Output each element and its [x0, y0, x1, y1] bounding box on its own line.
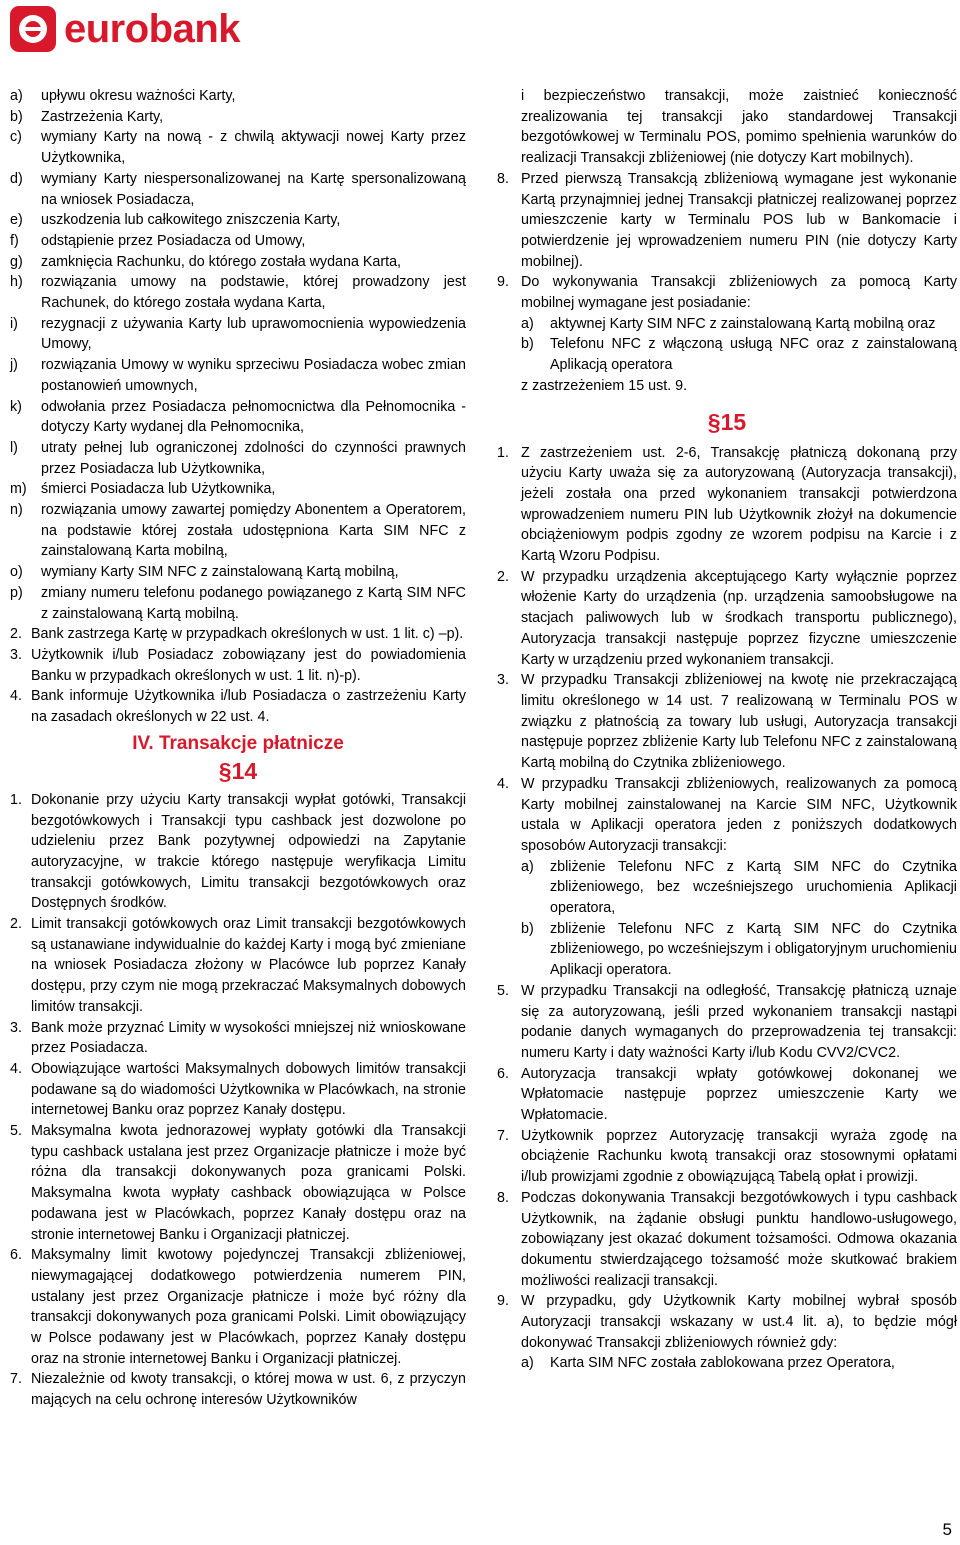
list-marker: 3.	[10, 1019, 22, 1036]
list-marker: 2.	[497, 568, 509, 585]
list-marker: 1.	[497, 444, 509, 461]
list-text: rozwiązania Umowy w wyniku sprzeciwu Posiadacza wobec zmian postanowień umownych,	[41, 357, 466, 394]
right-column	[497, 86, 957, 1374]
item-9-sublist	[497, 314, 957, 376]
item-9-sublist-b	[497, 1353, 957, 1374]
item-9	[497, 272, 957, 313]
list-marker: 9.	[497, 274, 509, 291]
list-item	[497, 981, 957, 1064]
list-text: Z zastrzeżeniem ust. 2-6, Transakcję płatniczą dokonaną przy użyciu Karty uważa się za autoryzowaną (Autoryzacja transakcji), jeżeli została ona przed wykonaniem transakcji potwierdzona wprowadzeniem numeru PIN lub Użytkownik złożył na dokumencie obciążeniowym podpis zgodny ze wzorem podpisu na Karcie i z Kartą Wzoru Podpisu.	[521, 444, 957, 565]
list-marker: 8.	[497, 170, 509, 187]
list-item	[497, 443, 957, 567]
list-marker: a)	[521, 1355, 534, 1372]
list-item	[10, 127, 466, 168]
list-text: rozwiązania umowy zawartej pomiędzy Abonentem a Operatorem, na podstawie której została udostępniona Karta SIM NFC z zainstalowaną Karta mobilną,	[41, 502, 466, 560]
list-marker: k)	[10, 398, 22, 415]
list-text: W przypadku, gdy Użytkownik Karty mobilnej wybrał sposób Autoryzacji transakcji wskazany w ust.4 lit. a), to będzie mógł dokonywać Transakcji zbliżeniowych również gdy:	[521, 1293, 957, 1351]
list-item	[497, 774, 957, 857]
list-text: rozwiązania umowy na podstawie, której prowadzony jest Rachunek, do którego została wydana Karta,	[41, 274, 466, 312]
list-marker: m)	[10, 481, 27, 498]
item-9-tail: z zastrzeżeniem 15 ust. 9.	[521, 377, 688, 394]
list-2-4	[10, 624, 466, 728]
list-marker: 5.	[10, 1123, 22, 1140]
list-item	[10, 500, 466, 562]
item-8	[497, 169, 957, 273]
list-item	[10, 86, 466, 107]
list-text: Bank zastrzega Kartę w przypadkach określonych w ust. 1 lit. c) –p).	[31, 626, 464, 643]
list-marker: i)	[10, 315, 18, 332]
list-marker: 3.	[10, 646, 22, 663]
list-marker: c)	[10, 129, 22, 146]
list-text: Bank informuje Użytkownika i/lub Posiadacza o zastrzeżeniu Karty na zasadach określonych w 22 ust. 4.	[31, 688, 466, 726]
list-text: Użytkownik poprzez Autoryzację transakcji wyraża zgodę na obciążenie Rachunku kwotą transakcji oraz stosownymi opłatami i/lub prowizjami zgodnie z obowiązującą Tabelą opłat i prowizji.	[521, 1127, 957, 1186]
list-marker: 3.	[497, 672, 509, 689]
left-column	[10, 86, 466, 1411]
list-text: Dokonanie przy użyciu Karty transakcji wypłat gotówki, Transakcji bezgotówkowych i Transakcji typu cashback jest dozwolone po udzieleniu przez Bank pozytywnej odpowiedzi na Zapytanie autoryzacyjne, w trakcie którego następuje weryfikacja Limitu transakcji gotówkowych, Limitu transakcji bezgotówkowych oraz Dostępnych środków.	[31, 791, 466, 912]
list-item	[10, 252, 466, 273]
list-item	[497, 567, 957, 671]
list-item	[497, 670, 957, 774]
list-text: Do wykonywania Transakcji zbliżeniowych za pomocą Karty mobilnej wymagane jest posiadanie:	[521, 274, 957, 312]
list-item	[497, 1353, 957, 1374]
list-text: wymiany Karty niespersonalizowanej na Kartę spersonalizowaną na wniosek Posiadacza,	[41, 170, 466, 208]
list-text: Bank może przyznać Limity w wysokości mniejszej niż wnioskowane przez Posiadacza.	[31, 1019, 466, 1057]
list-marker: d)	[10, 170, 23, 187]
list-marker: 7.	[497, 1127, 509, 1144]
section-title: IV. Transakcje płatnicze	[132, 732, 344, 754]
list-text: zamknięcia Rachunku, do którego została wydana Karta,	[41, 253, 402, 270]
page-number: 5	[942, 1520, 952, 1539]
continued-text: i bezpieczeństwo transakcji, może zaistnieć konieczność zrealizowania tej transakcji jako standardowej Transakcji bezgotówkowej w Terminalu POS, pomimo spełnienia warunków do realizacji Transakcji zbliżeniowej (nie dotyczy Kart mobilnych).	[521, 88, 957, 167]
list-item	[10, 790, 466, 914]
list-marker: e)	[10, 212, 23, 229]
list-text: zbliżenie Telefonu NFC z Kartą SIM NFC do Czytnika zbliżeniowego, po wcześniejszym i obligatoryjnym uruchomieniu Aplikacji operatora.	[550, 920, 957, 979]
list-item	[10, 686, 466, 727]
list-text: zbliżenie Telefonu NFC z Kartą SIM NFC do Czytnika zbliżeniowego, bez wcześniejszego uruchomienia Aplikacji operatora,	[550, 858, 957, 917]
list-text: Telefonu NFC z włączoną usługą NFC oraz z zainstalowaną Aplikacją operatora	[550, 336, 957, 374]
list-marker: 6.	[10, 1247, 22, 1264]
list-item	[10, 231, 466, 252]
list-marker: 6.	[497, 1065, 509, 1082]
list-text: odstąpienie przez Posiadacza od Umowy,	[41, 232, 306, 249]
list-text: śmierci Posiadacza lub Użytkownika,	[41, 481, 276, 498]
list-marker: 2.	[10, 626, 22, 643]
list-text: W przypadku Transakcji zbliżeniowych, realizowanych za pomocą Karty mobilnej zainstalowanej na Karcie SIM NFC, Użytkownik ustala w Aplikacji operatora jeden z poniższych dodatkowych sposobów Autoryzacji transakcji:	[521, 775, 957, 854]
list-item	[497, 1291, 957, 1353]
list-item	[10, 1245, 466, 1369]
list-text: upływu okresu ważności Karty,	[41, 88, 236, 104]
list-item	[10, 355, 466, 396]
paragraph-15-list-cont	[497, 981, 957, 1354]
list-item	[10, 914, 466, 1018]
list-text: utraty pełnej lub ograniczonej zdolności do czynności prawnych przez Posiadacza lub Użytkownika,	[41, 439, 466, 477]
list-item	[10, 479, 466, 500]
list-text: aktywnej Karty SIM NFC z zainstalowaną Kartą mobilną oraz	[550, 315, 936, 332]
list-text: Autoryzacja transakcji wpłaty gotówkowej dokonanej we Wpłatomacie następuje poprzez umieszczenie Karty we Wpłatomacie.	[521, 1065, 957, 1124]
item-4-sublist	[497, 857, 957, 981]
list-item	[10, 314, 466, 355]
list-text: wymiany Karty SIM NFC z zainstalowaną Kartą mobilną,	[41, 564, 399, 581]
list-item	[497, 169, 957, 273]
list-item	[10, 169, 466, 210]
list-item	[10, 1121, 466, 1245]
list-text: Podczas dokonywania Transakcji bezgotówkowych i typu cashback Użytkownik, na żądanie obsługi punktu handlowo-usługowego, zobowiązany jest okazać dokument tożsamości. Odmowa okazania dokumentu stwierdzającego tożsamość może skutkować brakiem możliwości realizacji transakcji.	[521, 1189, 957, 1289]
list-marker: b)	[521, 336, 534, 353]
list-item	[10, 397, 466, 438]
list-item	[10, 210, 466, 231]
list-text: uszkodzenia lub całkowitego zniszczenia Karty,	[41, 212, 341, 229]
list-item	[497, 314, 957, 335]
list-item	[10, 645, 466, 686]
list-item	[10, 272, 466, 313]
list-item	[497, 334, 957, 375]
list-item	[497, 1064, 957, 1126]
eurobank-mark-icon	[10, 6, 56, 52]
list-text: Maksymalna kwota jednorazowej wypłaty gotówki dla Transakcji typu cashback ustalana jest przez Organizacje płatnicze i może być różna dla transakcji dokonywanych poza granicami Polski. Maksymalna kwota wypłaty cashback obowiązująca w Polsce podawana jest w Placówkach, poprzez Kanały dostępu oraz na stronie internetowej Banku i Organizacji płatniczej.	[31, 1123, 466, 1243]
list-item	[10, 107, 466, 128]
list-marker: 7.	[10, 1371, 22, 1388]
list-item	[497, 857, 957, 919]
list-text: odwołania przez Posiadacza pełnomocnictwa dla Pełnomocnika - dotyczy Karty wydanej dla Pełnomocnika,	[41, 398, 466, 436]
list-item	[497, 919, 957, 981]
list-text: W przypadku Transakcji na odległość, Transakcję płatniczą uznaje się za autoryzowaną, jeśli przed wykonaniem transakcji nastąpi podanie danych wymaganych do przeprowadzenia tej transakcji: numeru Karty i daty ważności Karty i/lub Kodu CVV2/CVC2.	[521, 982, 957, 1061]
list-marker: l)	[10, 439, 18, 456]
list-marker: n)	[10, 502, 23, 519]
list-marker: 5.	[497, 982, 509, 999]
list-item	[10, 1369, 466, 1410]
paragraph-14-heading: §14	[218, 757, 258, 784]
list-item	[10, 583, 466, 624]
list-marker: 9.	[497, 1293, 509, 1310]
list-item	[497, 1126, 957, 1188]
list-item	[10, 438, 466, 479]
list-marker: 1.	[10, 791, 22, 808]
list-text: rezygnacji z używania Karty lub uprawomocnienia wypowiedzenia Umowy,	[41, 315, 466, 353]
list-text: Przed pierwszą Transakcją zbliżeniową wymagane jest wykonanie Kartą przynajmniej jednej Transakcji płatniczej realizowanej poprzez umieszczenie karty w Terminalu POS lub w Bankomacie i potwierdzenie jej wprowadzeniem numeru PIN (nie dotyczy Karty mobilnej).	[521, 170, 957, 270]
list-text: Maksymalny limit kwotowy pojedynczej Transakcji zbliżeniowej, niewymagającej dodatkowego potwierdzenia numerem PIN, ustalany jest przez Organizacje płatnicze i może być różny dla transakcji dokonywanych poza granicami Polski. Limit obowiązujący w Polsce podawany jest w Placówkach, poprzez Kanały dostępu oraz na stronie internetowej Banku i Organizacji płatniczej.	[31, 1247, 466, 1367]
list-text: Zastrzeżenia Karty,	[41, 108, 164, 125]
list-marker: a)	[521, 858, 534, 875]
brand-name: eurobank	[64, 7, 241, 51]
list-item	[10, 1018, 466, 1059]
list-marker: 4.	[497, 775, 509, 792]
paragraph-15-heading: §15	[707, 408, 747, 435]
list-text: Karta SIM NFC została zablokowana przez Operatora,	[550, 1355, 895, 1372]
list-item	[10, 1059, 466, 1121]
list-marker: p)	[10, 584, 23, 601]
list-item	[10, 562, 466, 583]
list-text: W przypadku urządzenia akceptującego Karty wyłącznie poprzez włożenie Karty do urządzenia (np. urządzenia samoobsługowe na stacjach paliwowych lub w środkach transportu publicznego), Autoryzacja transakcji następuje poprzez fizyczne umieszczenie Karty w urządzeniu przed wykonaniem transakcji.	[521, 568, 957, 668]
list-marker: a)	[521, 315, 534, 332]
list-marker: 8.	[497, 1189, 509, 1206]
list-text: Limit transakcji gotówkowych oraz Limit transakcji bezgotówkowych są ustanawiane indywidualnie do każdej Karty i mogą być zmieniane na wniosek Posiadacza złożony w Placówce lub poprzez Kanały dostępu, przy czym nie mogą przekraczać Maksymalnych dobowych limitów transakcji.	[31, 916, 466, 1015]
eurobank-logo	[10, 6, 240, 52]
list-marker: a)	[10, 88, 23, 104]
list-marker: h)	[10, 274, 23, 291]
list-a-p	[10, 86, 466, 624]
list-text: wymiany Karty na nową - z chwilą aktywacji nowej Karty przez Użytkownika,	[41, 129, 466, 167]
list-text: zmiany numeru telefonu podanego powiązanego z Kartą SIM NFC z zainstalowaną Kartą mobilną.	[41, 584, 466, 622]
list-item	[497, 272, 957, 313]
list-text: W przypadku Transakcji zbliżeniowej na kwotę nie przekraczającą limitu określonego w 14 ust. 7 realizowaną w Terminalu POS w związku z płatnością za towary lub usługi, Autoryzacja transakcji następuje poprzez zbliżenie Karty lub Telefonu NFC z zainstalowaną Kartą mobilną do Czytnika zbliżeniowego.	[521, 672, 957, 772]
list-marker: b)	[521, 920, 534, 937]
paragraph-14-list	[10, 790, 466, 1411]
list-marker: f)	[10, 232, 19, 249]
list-text: Użytkownik i/lub Posiadacz zobowiązany jest do powiadomienia Banku w przypadkach określonych w ust. 1 lit. n)-p).	[31, 646, 466, 684]
list-marker: o)	[10, 564, 23, 581]
paragraph-15-list	[497, 443, 957, 857]
list-marker: b)	[10, 108, 23, 125]
list-marker: 4.	[10, 1060, 22, 1077]
list-marker: j)	[10, 357, 18, 374]
list-marker: g)	[10, 253, 23, 270]
list-text: Obowiązujące wartości Maksymalnych dobowych limitów transakcji podawane są do wiadomości Użytkownika w Placówkach, na stronie internetowej Banku oraz poprzez Kanały dostępu.	[31, 1060, 466, 1119]
list-marker: 2.	[10, 916, 22, 933]
list-item	[497, 1188, 957, 1292]
list-marker: 4.	[10, 688, 22, 705]
list-text: Niezależnie od kwoty transakcji, o której mowa w ust. 6, z przyczyn mających na celu ochronę interesów Użytkowników	[31, 1371, 466, 1409]
list-item	[10, 624, 466, 645]
